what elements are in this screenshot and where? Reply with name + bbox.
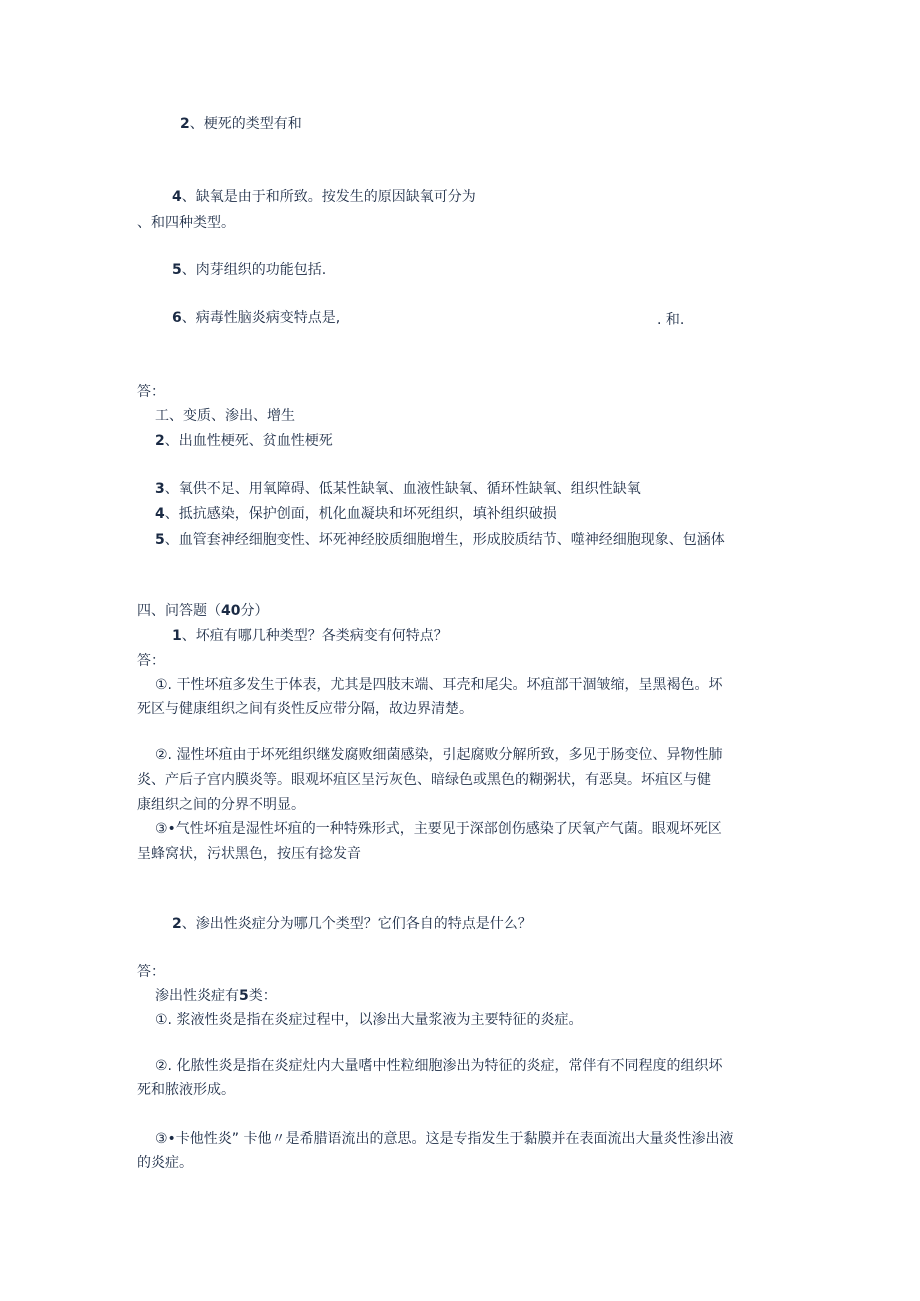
question-text: 、渗出性炎症分为哪几个类型？它们各自的特点是什么？ xyxy=(181,916,532,932)
question-text: 、肉芽组织的功能包括. xyxy=(181,262,327,278)
question-text: 、坏疽有哪几种类型？各类病变有何特点？ xyxy=(181,628,448,644)
question-6 xyxy=(172,308,340,328)
answer-label: 答： xyxy=(137,384,165,400)
answer-intro xyxy=(155,986,277,1006)
answer-number: 5 xyxy=(155,532,165,548)
paragraph-line: 康组织之间的分界不明显。 xyxy=(137,797,305,813)
question-4-continuation: 、和四种类型。 xyxy=(137,215,235,231)
answer-number: 4 xyxy=(155,506,165,522)
question-6-tail: . 和. xyxy=(657,312,685,328)
paragraph-line: 呈蜂窝状，污状黑色，按压有捻发音 xyxy=(137,846,361,862)
section-heading xyxy=(137,601,268,621)
question-number: 5 xyxy=(172,262,182,278)
heading-score: 40 xyxy=(221,603,241,619)
question-4 xyxy=(172,187,476,207)
question-text: 、梗死的类型有和 xyxy=(189,116,302,132)
paragraph-line: 炎、产后子宫内膜炎等。眼观坏疽区呈污灰色、暗绿色或黑色的糊粥状，有恶臭。坏疽区与健 xyxy=(137,772,711,788)
question-text: 、病毒性脑炎病变特点是, xyxy=(181,310,341,326)
question-number: 4 xyxy=(172,189,182,205)
paragraph-line: 死和脓液形成。 xyxy=(137,1082,235,1098)
answer-5 xyxy=(155,530,725,550)
paragraph-line: ③•气性坏疽是湿性坏疽的一种特殊形式，主要见于深部创伤感染了厌氧产气菌。眼观坏死区 xyxy=(155,821,722,837)
question-number: 2 xyxy=(172,916,182,932)
paragraph-line: ①. 浆液性炎是指在炎症过程中，以渗出大量浆液为主要特征的炎症。 xyxy=(155,1012,583,1028)
paragraph-line: 死区与健康组织之间有炎性反应带分隔，故边界清楚。 xyxy=(137,701,473,717)
answer-2 xyxy=(155,431,333,451)
intro-count: 5 xyxy=(239,988,249,1004)
question-number: 6 xyxy=(172,310,182,326)
heading-suffix: 分） xyxy=(240,603,269,619)
essay-question-2 xyxy=(172,914,532,934)
paragraph-line: ②. 化脓性炎是指在炎症灶内大量嗜中性粒细胞渗出为特征的炎症，常伴有不同程度的组织坏 xyxy=(155,1058,723,1074)
question-number: 1 xyxy=(172,628,182,644)
essay-question-1 xyxy=(172,626,448,646)
intro-text: 渗出性炎症有 xyxy=(155,988,239,1004)
answer-text: 、抵抗感染，保护创面，机化血凝块和坏死组织，填补组织破损 xyxy=(164,506,557,522)
paragraph-line: ①. 干性坏疽多发生于体表，尤其是四肢末端、耳壳和尾尖。坏疽部干涸皱缩，呈黑褐色。坏 xyxy=(155,677,723,693)
answer-text: 、出血性梗死、贫血性梗死 xyxy=(164,433,333,449)
answer-text: 、氧供不足、用氧障碍、低某性缺氧、血液性缺氧、循环性缺氧、组织性缺氧 xyxy=(164,481,641,497)
question-5 xyxy=(172,260,326,280)
answer-4 xyxy=(155,504,557,524)
answer-label: 答： xyxy=(137,964,165,980)
heading-text: 四、问答题（ xyxy=(137,603,221,619)
paragraph-line: 的炎症。 xyxy=(137,1155,193,1171)
answer-number: 3 xyxy=(155,481,165,497)
answer-text: 、血管套神经细胞变性、坏死神经胶质细胞增生，形成胶质结节、噬神经细胞现象、包涵体 xyxy=(164,532,725,548)
question-number: 2 xyxy=(180,116,190,132)
answer-number: 2 xyxy=(155,433,165,449)
intro-suffix: 类： xyxy=(248,988,277,1004)
question-2 xyxy=(180,114,302,134)
answer-3 xyxy=(155,479,641,499)
answer-label: 答： xyxy=(137,653,165,669)
question-text: 、缺氧是由于和所致。按发生的原因缺氧可分为 xyxy=(181,189,476,205)
paragraph-line: ③•卡他性炎” 卡他〃是希腊语流出的意思。这是专指发生于黏膜并在表面流出大量炎性渗出液 xyxy=(155,1131,734,1147)
paragraph-line: ②. 湿性坏疽由于坏死组织继发腐败细菌感染，引起腐败分解所致，多见于肠变位、异物性肺 xyxy=(155,747,723,763)
answer-1: 工、变质、渗出、增生 xyxy=(155,408,295,424)
